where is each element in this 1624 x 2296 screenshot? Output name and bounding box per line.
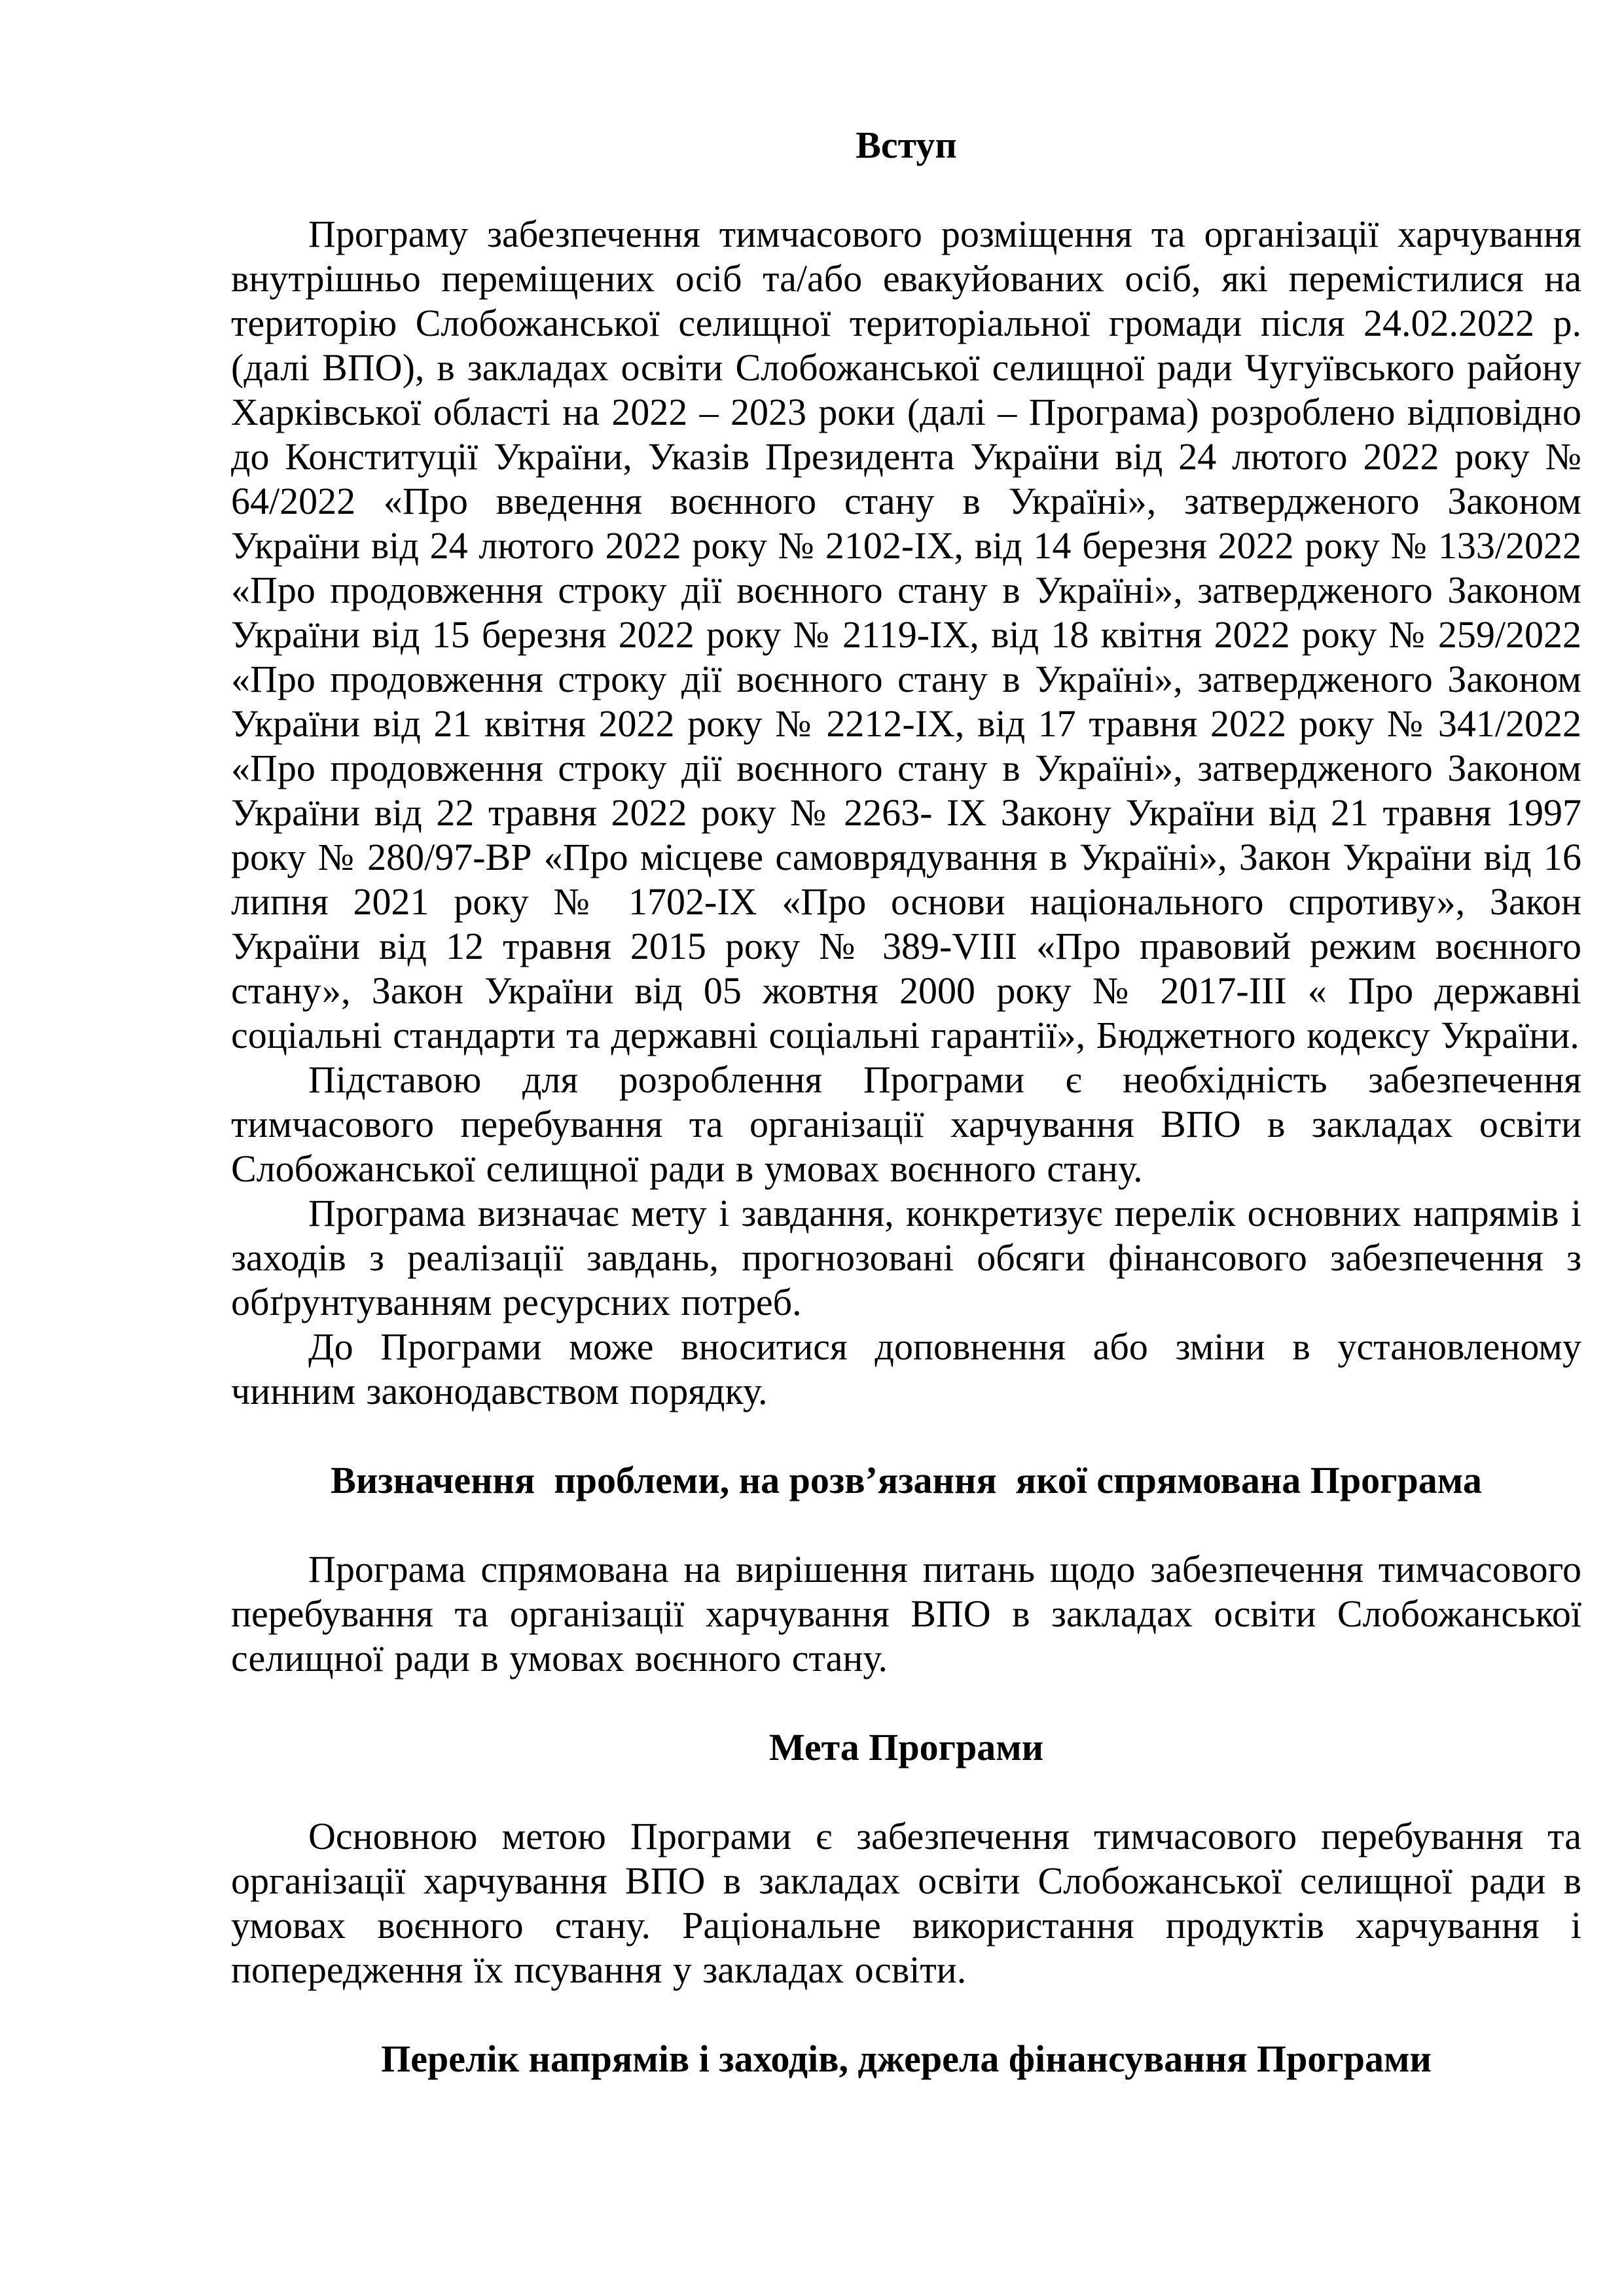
- program-goal-paragraph: Основною метою Програми є забезпечення тимчасового перебування та організації харчування ВПО в закладах освіти Слобожанської селищної ради в умовах воєнного стану. Раціональне використання продуктів харчування і попередження їх псування у закладах освіти.: [231, 1815, 1581, 1991]
- section-heading-program-goal: Мета Програми: [768, 1726, 1044, 1768]
- intro-paragraph-amendments: До Програми може вноситися доповнення або зміни в установленому чинним законодавством порядку.: [231, 1325, 1581, 1412]
- section-heading-problem-definition: Визначення проблеми, на розв’язання якої спрямована Програма: [331, 1459, 1482, 1501]
- problem-definition-paragraph: Програма спрямована на вирішення питань щодо забезпечення тимчасового перебування та організації харчування ВПО в закладах освіти Слобожанської селищної ради в умовах воєнного стану.: [231, 1548, 1581, 1679]
- intro-paragraph-rationale: Підставою для розроблення Програми є необхідність забезпечення тимчасового перебування та організації харчування ВПО в закладах освіти Слобожанської селищної ради в умовах воєнного стану.: [231, 1058, 1581, 1190]
- section-heading-directions-and-funding: Перелік напрямів і заходів, джерела фінансування Програми: [381, 2037, 1432, 2080]
- intro-paragraph-legal-basis: Програму забезпечення тимчасового розміщення та організації харчування внутрішньо переміщених осіб та/або евакуйованих осіб, які перемістилися на територію Слобожанської селищної територіальної громади після 24.02.2022 р. (далі ВПО), в закладах освіти Слобожанської селищної ради Чугуївського району Харківської області на 2022 – 2023 роки (далі – Програма) розроблено відповідно до Конституції України, Указів Президента України від 24 лютого 2022 року № 64/2022 «Про введення воєнного стану в Україні», затвердженого Законом України від 24 лютого 2022 року № 2102-IX, від 14 березня 2022 року № 133/2022 «Про продовження строку дії воєнного стану в Україні», затвердженого Законом України від 15 березня 2022 року № 2119-IX, від 18 квітня 2022 року № 259/2022 «Про продовження строку дії воєнного стану в Україні», затвердженого Законом України від 21 квітня 2022 року № 2212-IX, від 17 травня 2022 року № 341/2022 «Про продовження строку дії воєнного стану в Україні», затвердженого Законом України від 22 травня 2022 року № 2263- IX Закону України від 21 травня 1997 року № 280/97-ВР «Про місцеве самоврядування в Україні», Закон України від 16 липня 2021 року № 1702-IX «Про основи національного спротиву», Закон України від 12 травня 2015 року № 389-VIII «Про правовий режим воєнного стану», Закон України від 05 жовтня 2000 року № 2017-III « Про державні соціальні стандарти та державні соціальні гарантії», Бюджетного кодексу України.: [231, 213, 1581, 1056]
- intro-paragraph-scope: Програма визначає мету і завдання, конкретизує перелік основних напрямів і заходів з реалізації завдань, прогнозовані обсяги фінансового забезпечення з обґрунтуванням ресурсних потреб.: [231, 1192, 1581, 1323]
- document-title: Вступ: [856, 124, 957, 166]
